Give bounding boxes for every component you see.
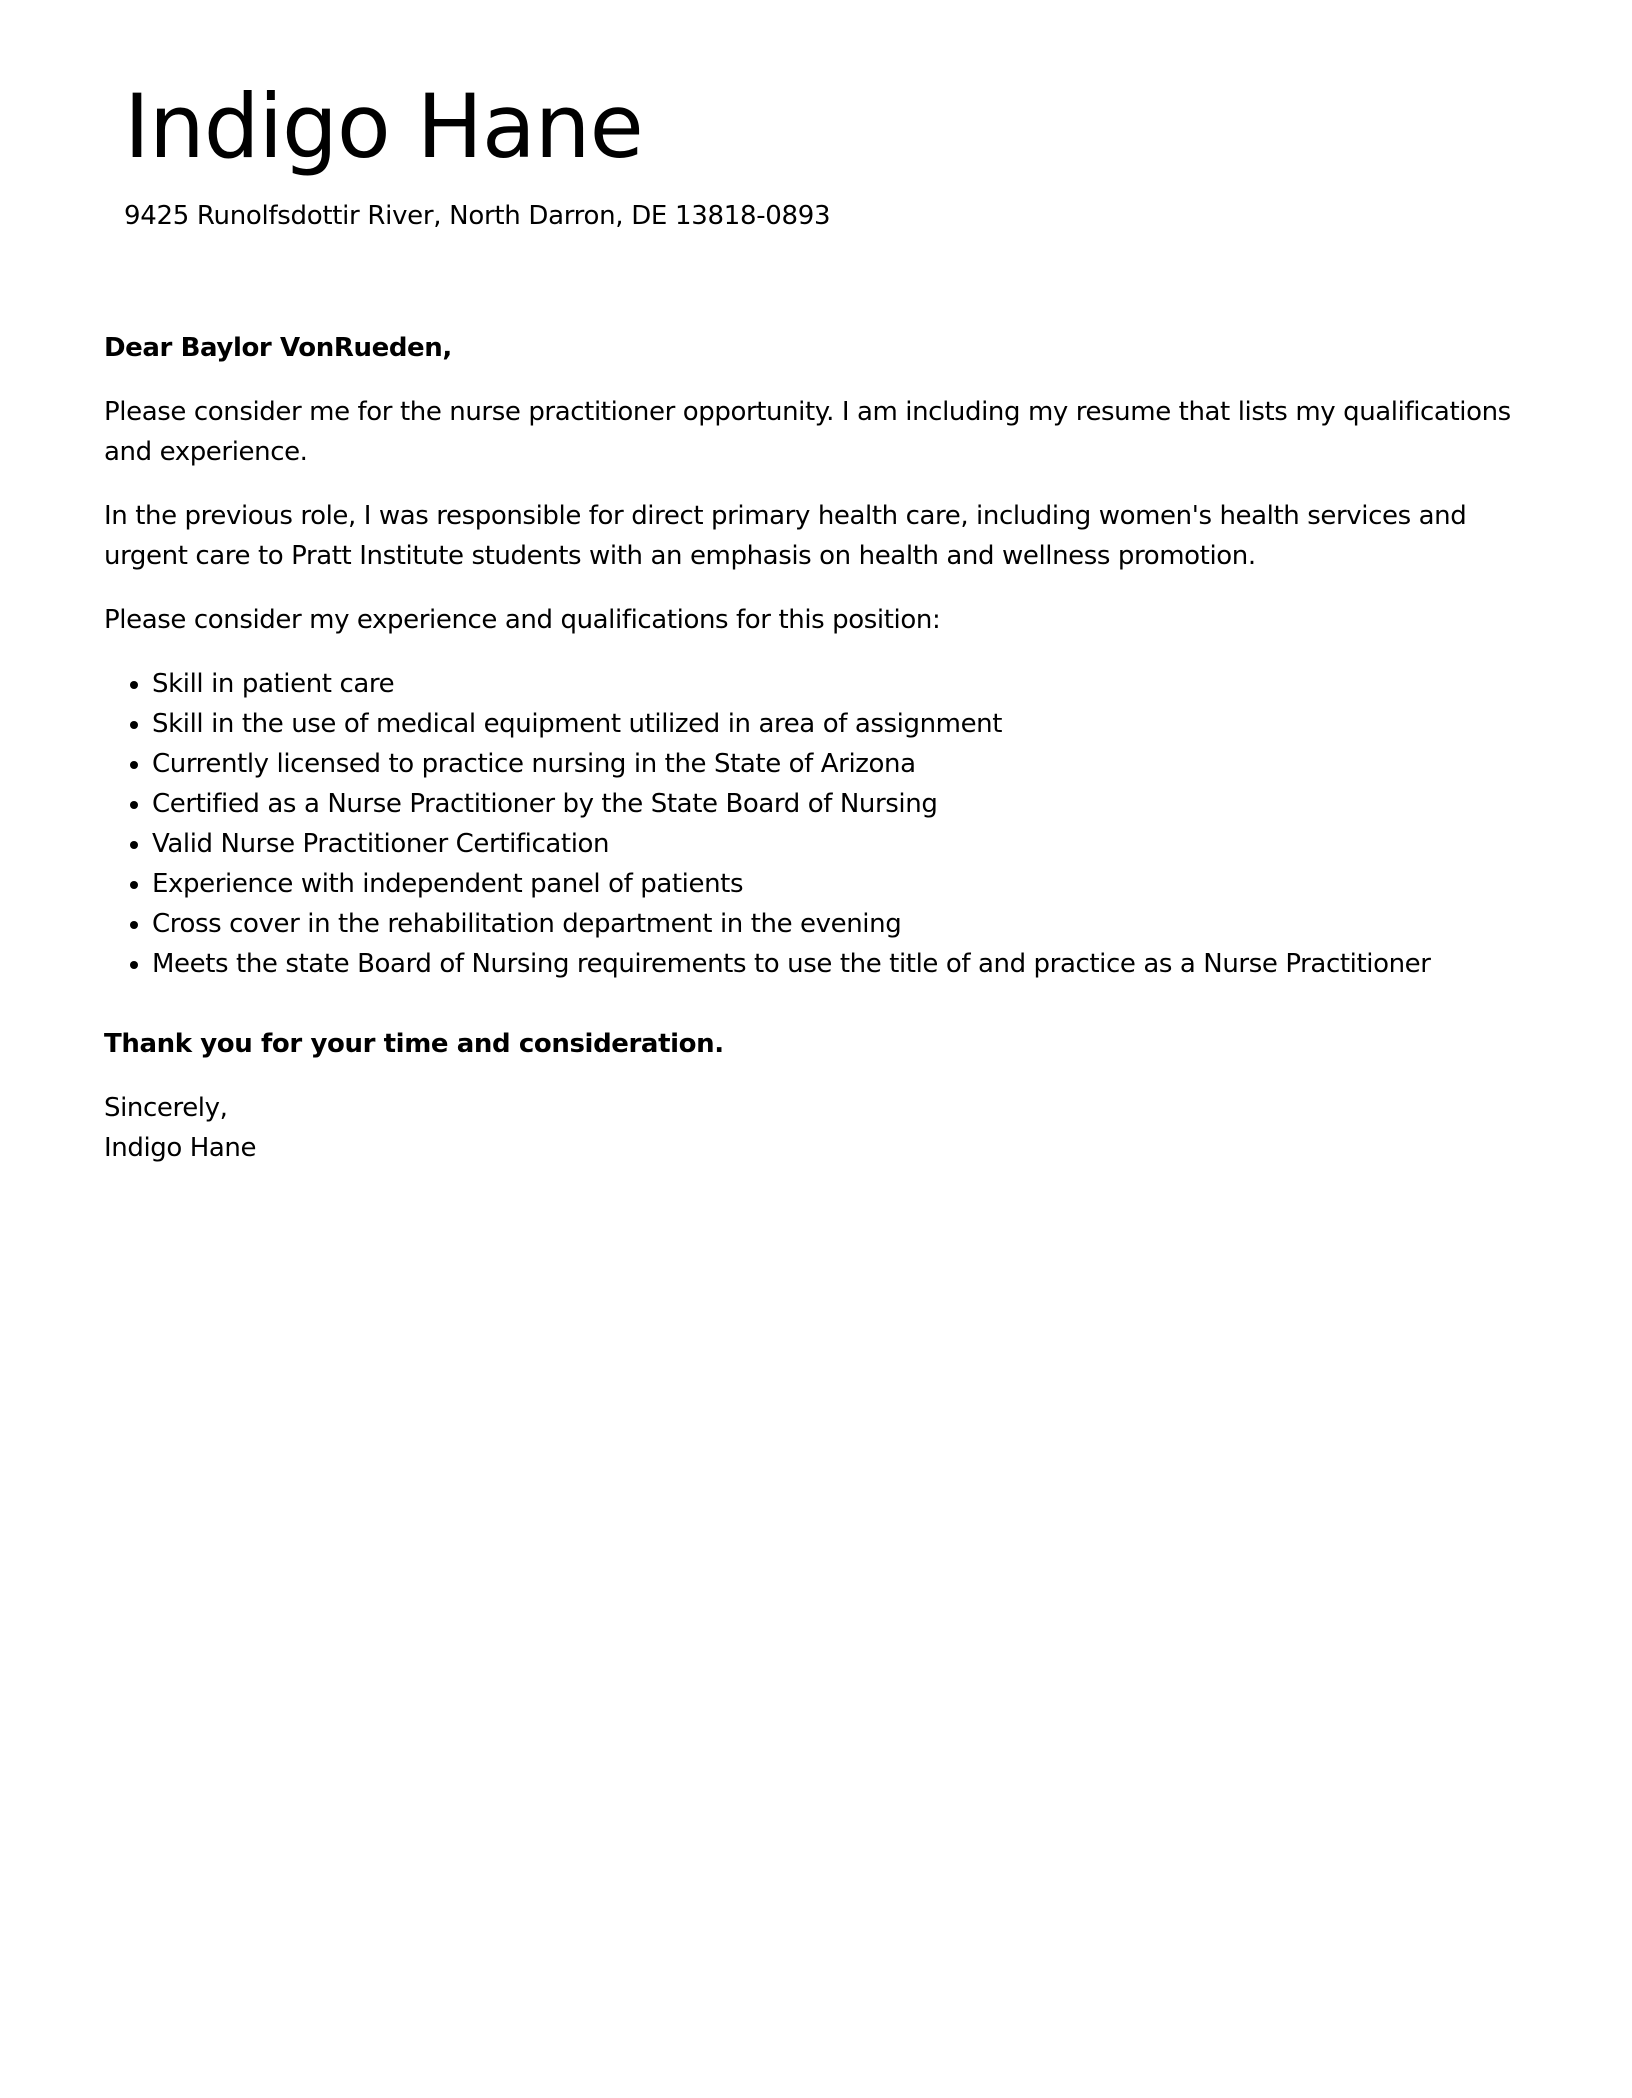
paragraph-previous-role: In the previous role, I was responsible for direct primary health care, including women's health services and urgent care to Pratt Institute students with an emphasis on health and wellness promotion.: [104, 501, 1467, 571]
list-item: • Currently licensed to practice nursing in the State of Arizona: [152, 744, 1534, 784]
list-item: • Skill in patient care: [152, 664, 1534, 704]
list-item: • Certified as a Nurse Practitioner by the State Board of Nursing: [152, 784, 1534, 824]
paragraph-intro: Please consider me for the nurse practitioner opportunity. I am including my resume that lists my qualifications and experience.: [104, 397, 1511, 467]
letter-body: [104, 328, 1534, 1168]
greeting: Dear Baylor VonRueden,: [104, 333, 452, 363]
closing: Sincerely,: [104, 1093, 228, 1123]
applicant-address: 9425 Runolfsdottir River, North Darron, DE 13818-0893: [124, 201, 831, 231]
signature-name: Indigo Hane: [104, 1133, 257, 1163]
applicant-name: Indigo Hane: [124, 75, 643, 178]
list-item: • Cross cover in the rehabilitation department in the evening: [152, 904, 1534, 944]
list-item: • Experience with independent panel of patients: [152, 864, 1534, 904]
thanks-line: Thank you for your time and consideration.: [104, 1029, 724, 1059]
letter-header: [124, 72, 1524, 234]
list-item: • Meets the state Board of Nursing requirements to use the title of and practice as a Nurse Practitioner: [152, 944, 1534, 984]
list-item: • Skill in the use of medical equipment utilized in area of assignment: [152, 704, 1534, 744]
list-item: • Valid Nurse Practitioner Certification: [152, 824, 1534, 864]
qualifications-list: [104, 664, 1534, 984]
paragraph-qualifications-lead: Please consider my experience and qualifications for this position:: [104, 605, 941, 635]
